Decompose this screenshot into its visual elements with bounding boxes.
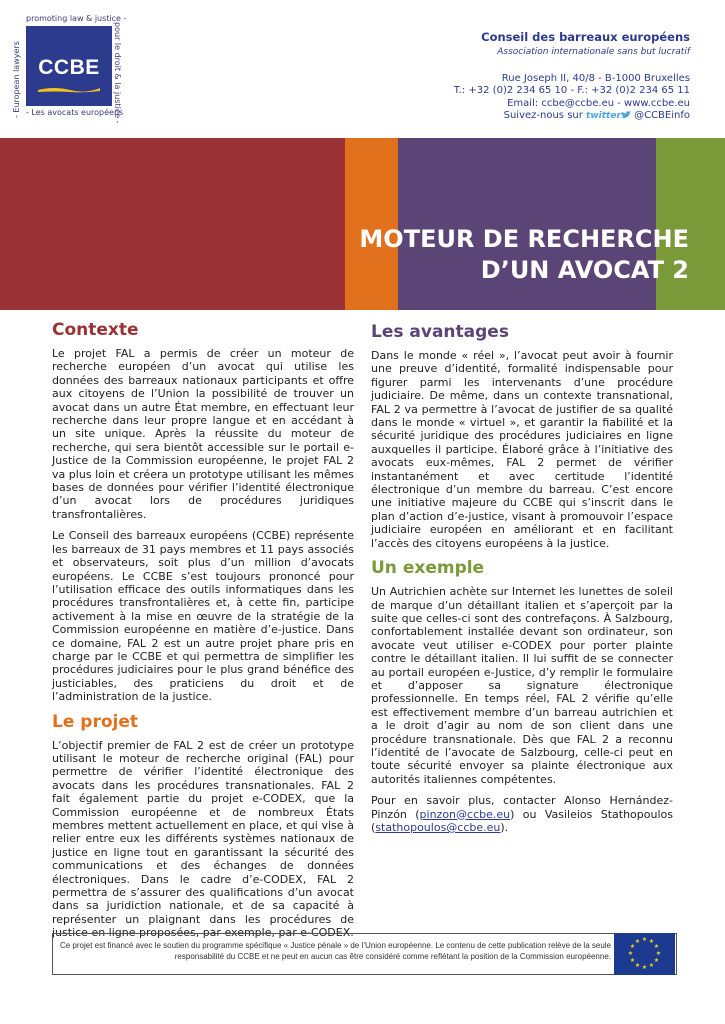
org-contact-block [454, 73, 690, 122]
twitter-word[interactable]: twitter [586, 110, 621, 121]
svg-text:★: ★ [634, 938, 641, 945]
org-name: Conseil des barreaux européens [481, 30, 690, 44]
logo-top-tagline: promoting law & justice - [26, 14, 127, 23]
logo-right-tagline: pour le droit & la justice - [113, 22, 122, 124]
svg-text:★: ★ [648, 938, 655, 945]
contexte-paragraph-2: Le Conseil des barreaux européens (CCBE) représente les barreaux de 31 pays membres et 11 pays associés et observateurs, soit plus d’un million d’avocats européens. Le CCBE s’est toujours prononcé pour l’utilisation efficace des outils informatiques dans les procédures transfrontalières et, à cette fin, participe activement à la mise en œuvre de la stratégie de la Commission européenne en matière d’e-justice. Dans ce domaine, FAL 2 est un autre projet phare pris en charge par le CCBE et qui permettra de simplifier les procédures judiciaires pour le plus grand bénéfice des justiciables, des praticiens du droit et de l’administration de la justice. [52, 529, 354, 704]
exemple-heading: Un exemple [371, 558, 485, 579]
avantages-paragraph-1: Dans le monde « réel », l’avocat peut avoir à fournir une preuve d’identité, formalité indispensable pour figurer parmi les intervenants d’une procédure judiciaire. De même, dans un contexte transnational, FAL 2 va permettre à l’avocat de justifier de sa qualité dans le monde « virtuel », et garantir la fiabilité et la sécurité juridique des procédures judiciaires en ligne auxquelles il participe. Élaboré grâce à l’initiative des avocats eux-mêmes, FAL 2 permet de vérifier instantanément et avec certitude l’identité électronique d’un membre du barreau. C’est encore une initiative majeure du CCBE qui s’inscrit dans le plan d’action d’e-justice, visant à promouvoir l’espace judiciaire européen en améliorant et en facilitant l’accès des citoyens européens à la justice. [371, 349, 673, 550]
logo-box [26, 26, 112, 106]
left-column [52, 320, 354, 948]
logo-swoosh-icon [36, 84, 102, 94]
contact-email-stathopoulos-link[interactable]: stathopoulos@ccbe.eu [375, 821, 501, 834]
org-address: Rue Joseph II, 40/8 - B-1000 Bruxelles [501, 73, 690, 84]
svg-text:★: ★ [629, 943, 636, 950]
title-banner [0, 138, 725, 310]
org-phone: T.: +32 (0)2 234 65 10 - F.: +32 (0)2 234 65 11 [453, 85, 690, 97]
svg-text:★: ★ [634, 962, 641, 969]
org-email-web[interactable]: Email: ccbe@ccbe.eu - www.ccbe.eu [507, 97, 690, 109]
banner-band-red [0, 138, 345, 310]
avantages-heading: Les avantages [371, 322, 509, 342]
svg-text:★: ★ [653, 957, 660, 964]
contexte-heading: Contexte [52, 320, 139, 340]
logo-text: CCBE [38, 56, 100, 79]
contact-middle: ) ou Vasileios Stathopoulos ( [371, 807, 673, 834]
ccbe-logo [4, 14, 127, 124]
projet-paragraph-1: L’objectif premier de FAL 2 est de créer un prototype utilisant le moteur de recherche original (FAL) pour permettre de vérifier l’identité électronique des avocats dans les procédures transnationales. FAL 2 fait également partie du projet e-CODEX, que la Commission européenne et de nombreux États membres mettent actuellement en place, et qui vise à relier entre eux les différents systèmes nationaux de justice en ligne tout en garantissant la sécurité des communications et des échanges de données électroniques. Dans le cadre d’e-CODEX, FAL 2 permettra de s’assurer des qualifications d’un avocat dans sa juridiction nationale, et de sa capacité à représenter un plaignant dans les procédures de justice en ligne proposées, par exemple, par e-CODEX. [52, 738, 354, 940]
eu-stars-icon [614, 933, 675, 975]
twitter-handle[interactable]: @CCBEinfo [634, 109, 690, 121]
svg-text:★: ★ [653, 943, 660, 950]
twitter-bird-icon [621, 111, 631, 119]
svg-text:★: ★ [641, 964, 648, 971]
org-subtitle: Association internationale sans but lucratif [497, 47, 690, 57]
projet-heading: Le projet [52, 711, 138, 732]
svg-text:★: ★ [655, 950, 662, 957]
page-title-line2: D’UN AVOCAT 2 [480, 256, 689, 284]
page-title [359, 224, 689, 286]
logo-left-tagline: - European lawyers [12, 41, 21, 118]
follow-label: Suivez-nous sur [503, 109, 583, 121]
svg-text:★: ★ [648, 962, 655, 969]
svg-text:★: ★ [641, 936, 648, 943]
org-header [454, 30, 690, 122]
svg-text:★: ★ [627, 950, 634, 957]
contact-paragraph [371, 794, 673, 834]
contact-prefix: Pour en savoir plus, contacter Alonso Hernández-Pinzón ( [371, 794, 673, 821]
logo-bottom-tagline: - Les avocats européens [26, 108, 124, 117]
svg-text:★: ★ [629, 957, 636, 964]
right-column [371, 322, 673, 842]
exemple-paragraph-1: Un Autrichien achète sur Internet les lunettes de soleil de marque d’un détaillant italien et s’aperçoit par la suite que celles-ci sont des contrefaçons. À Salzbourg, confortablement installée devant son ordinateur, son avocate veut utiliser e-CODEX pour porter plainte contre le détaillant italien. Il lui suffit de se connecter au portail européen e-Justice, d’y remplir le formulaire et d’apposer sa signature électronique professionnelle. En temps réel, FAL 2 vérifie qu’elle est effectivement membre d’un barreau autrichien et a le droit d’agir au nom de son client dans une procédure transnationale. Dès que FAL 2 a reconnu l’identité de l’avocate de Salzbourg, celle-ci peut en toute sécurité envoyer sa plainte électronique aux autorités italiennes compétentes. [371, 585, 673, 786]
eu-flag-icon [614, 933, 675, 975]
page-title-line1: MOTEUR DE RECHERCHE [359, 225, 689, 253]
funding-footer [52, 933, 677, 975]
org-follow [454, 110, 690, 122]
contact-suffix: ). [500, 821, 509, 834]
funding-disclaimer: Ce projet est financé avec le soutien du programme spécifique « Justice pénale » de l’Union européenne. Le contenu de cette publication relève de la seule responsabilité du CCBE et ne peut en aucun cas être considéré comme reflétant la position de la Commission européenne. [59, 941, 611, 961]
contact-email-pinzon-link[interactable]: pinzon@ccbe.eu [419, 807, 511, 821]
contexte-paragraph-1: Le projet FAL a permis de créer un moteur de recherche européen d’un avocat qui utilise les données des barreaux nationaux participants et offre aux citoyens de l’Union la possibilité de trouver un avocat dans un autre État membre, en effectuant leur recherche dans leur propre langue et en accédant à un site unique. Après la réussite du moteur de recherche, qui sera bientôt accessible sur le portail e-Justice de la Commission européenne, le projet FAL 2 va plus loin et créera un prototype utilisant les mêmes bases de données pour vérifier l’identité électronique d’un avocat lors de procédures juridiques transfrontalières. [52, 347, 354, 521]
